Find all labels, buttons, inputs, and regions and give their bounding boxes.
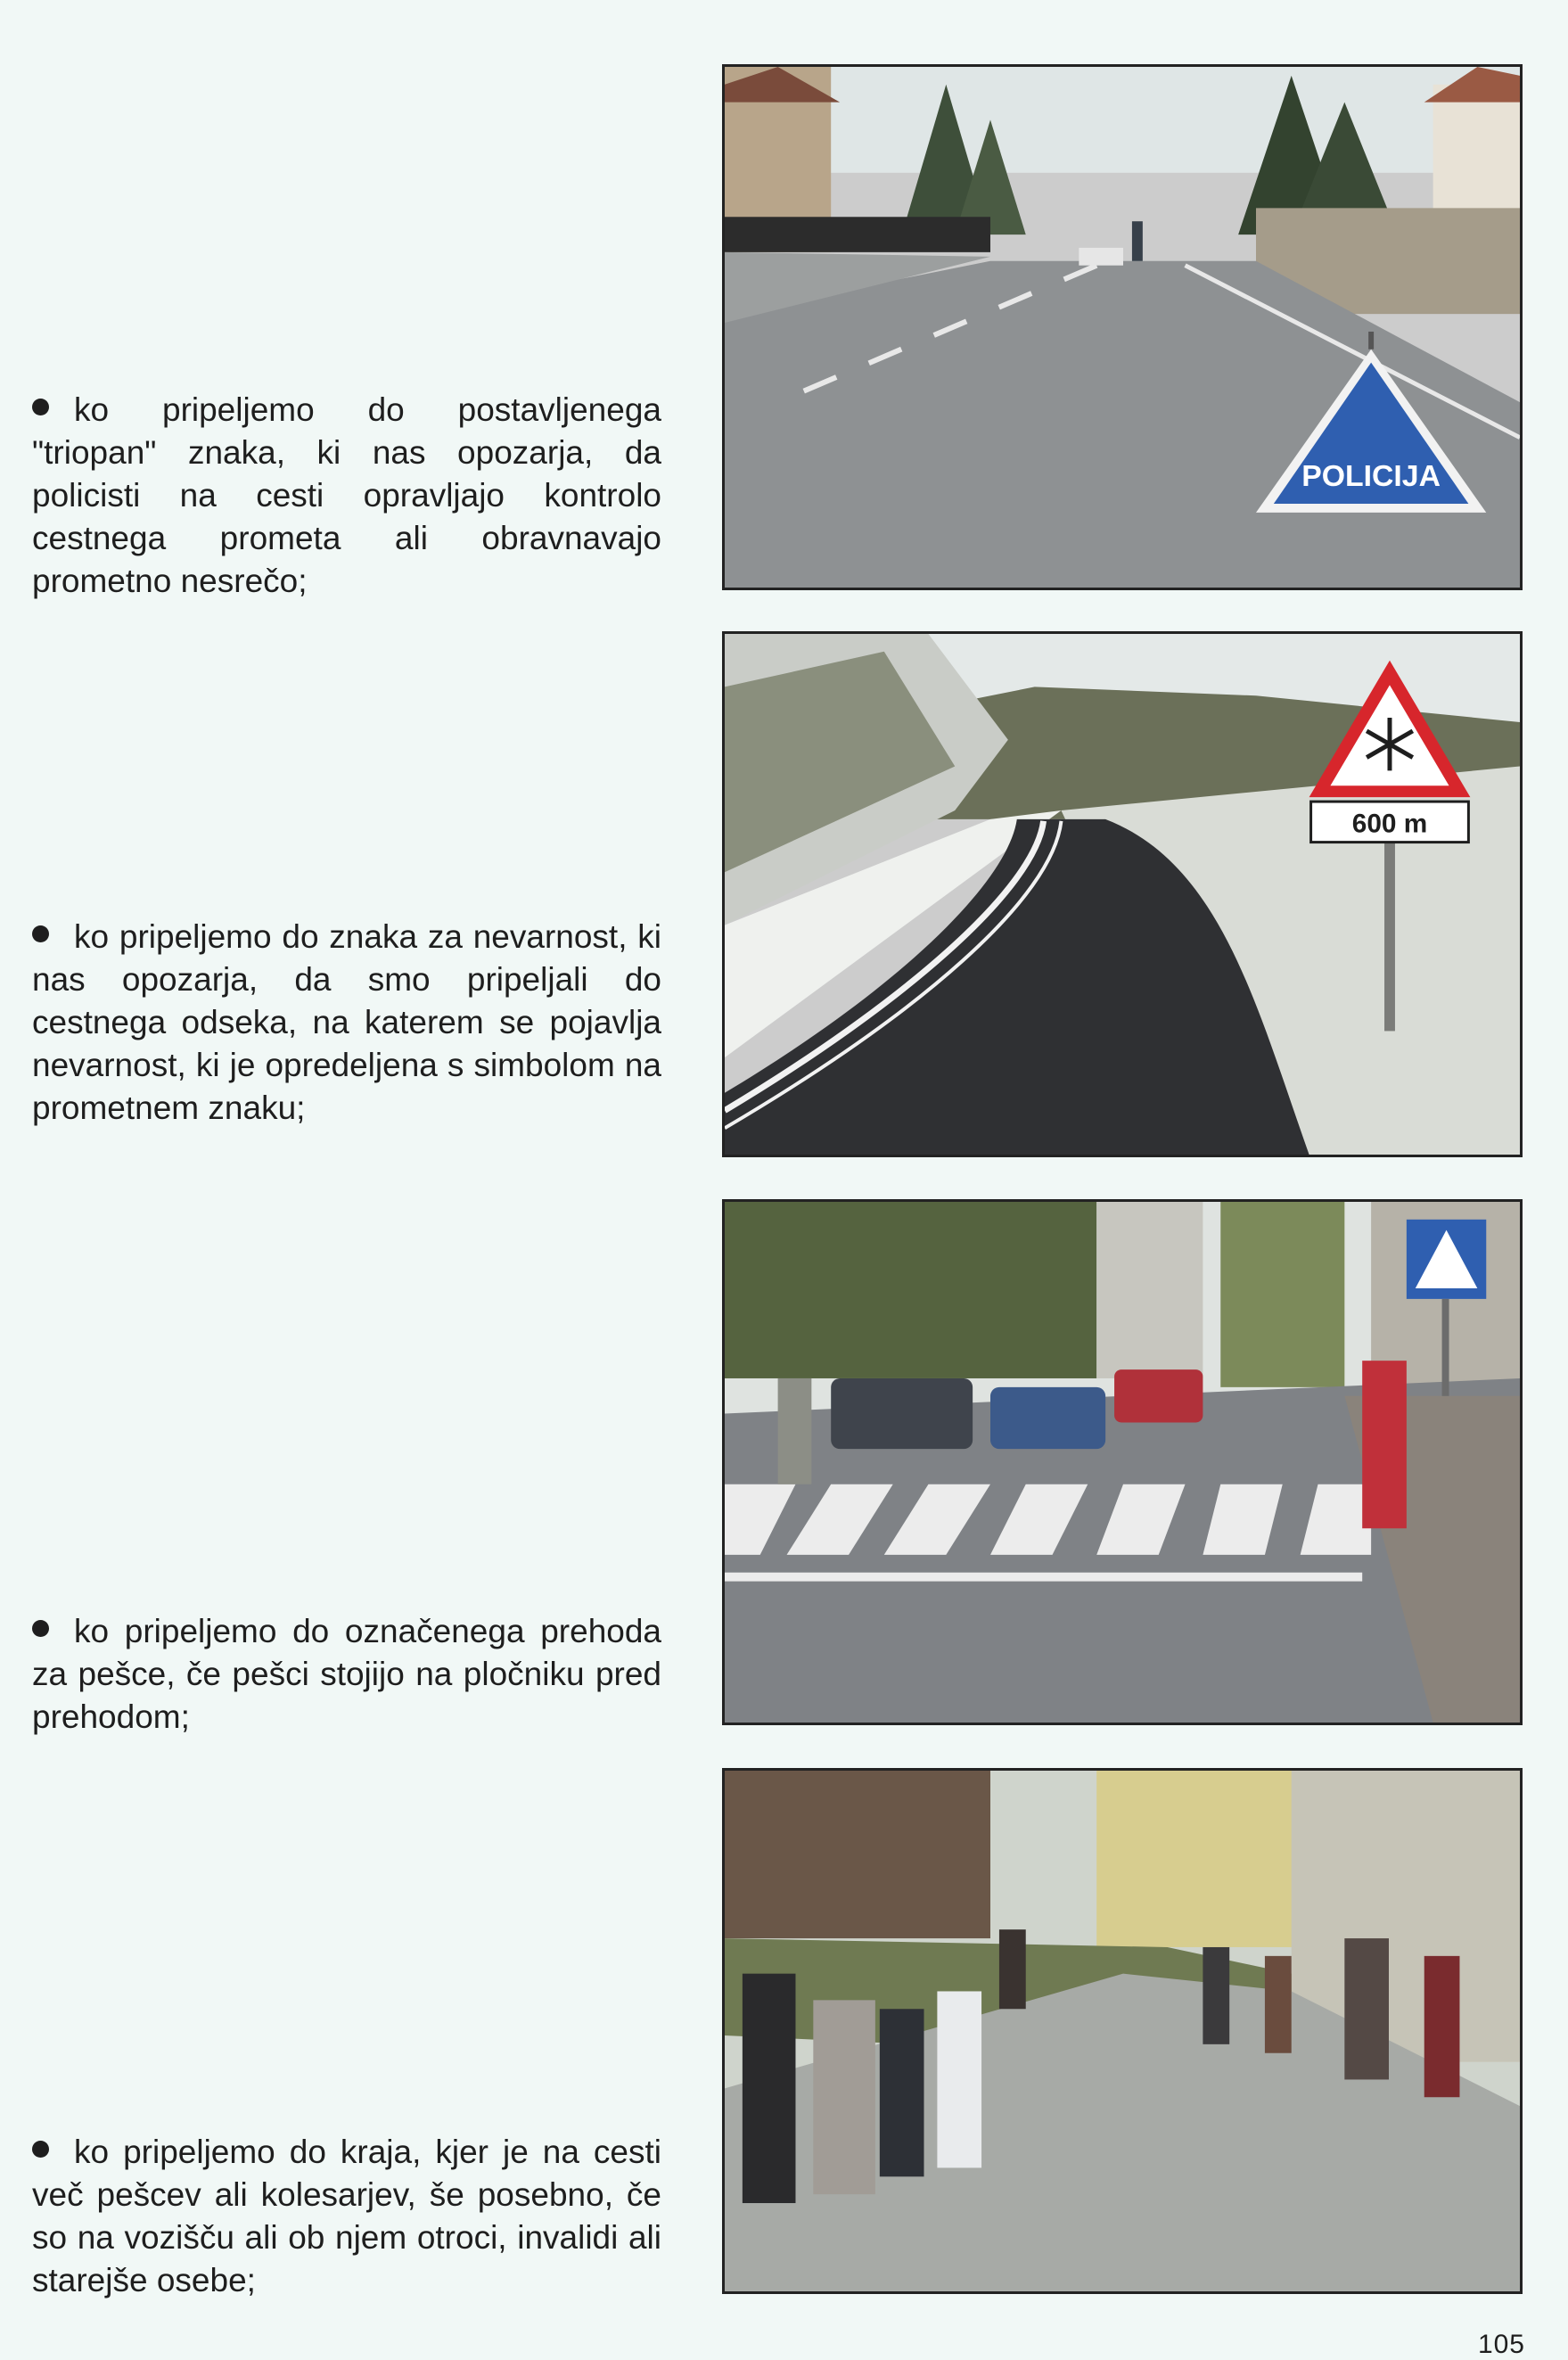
photo-pedestrians-cyclists bbox=[722, 1768, 1523, 2294]
bullet-text: ko pripeljemo do označenega prehoda za pešce, če pešci stojijo na pločniku pred prehodom; bbox=[32, 1613, 661, 1735]
photo-snow-warning bbox=[722, 631, 1523, 1157]
bullet-item-triopan bbox=[32, 389, 661, 603]
distance-sign-text: 600 m bbox=[1351, 809, 1428, 839]
photo-police-triangle bbox=[722, 64, 1523, 590]
bullet-text: ko pripeljemo do znaka za nevarnost, ki nas opozarja, da smo pripeljali do cestnega odseka, na katerem se pojavlja nevarnost, ki je opredeljena s simbolom na prometnem znaku; bbox=[32, 918, 661, 1126]
bullet-item-pedestrians bbox=[32, 2131, 661, 2302]
page-number: 105 bbox=[1477, 2330, 1525, 2359]
photo-pedestrian-crossing bbox=[722, 1199, 1523, 1725]
police-sign-text: POLICIJA bbox=[1301, 459, 1441, 494]
bullet-item-crosswalk bbox=[32, 1610, 661, 1739]
bullet-icon bbox=[32, 2141, 49, 2158]
bullet-text: ko pripeljemo do postavljenega "triopan" znaka, ki nas opozarja, da policisti na cesti opravljajo kontrolo cestnega prometa ali obravnavajo prometno nesrečo; bbox=[32, 391, 661, 599]
bullet-icon bbox=[32, 1620, 49, 1637]
bullet-item-danger-sign bbox=[32, 916, 661, 1130]
bullet-text: ko pripeljemo do kraja, kjer je na cesti več pešcev ali kolesarjev, še posebno, če so na vozišču ali ob njem otroci, invalidi ali starejše osebe; bbox=[32, 2134, 661, 2298]
bullet-icon bbox=[32, 925, 49, 942]
bullet-icon bbox=[32, 399, 49, 415]
